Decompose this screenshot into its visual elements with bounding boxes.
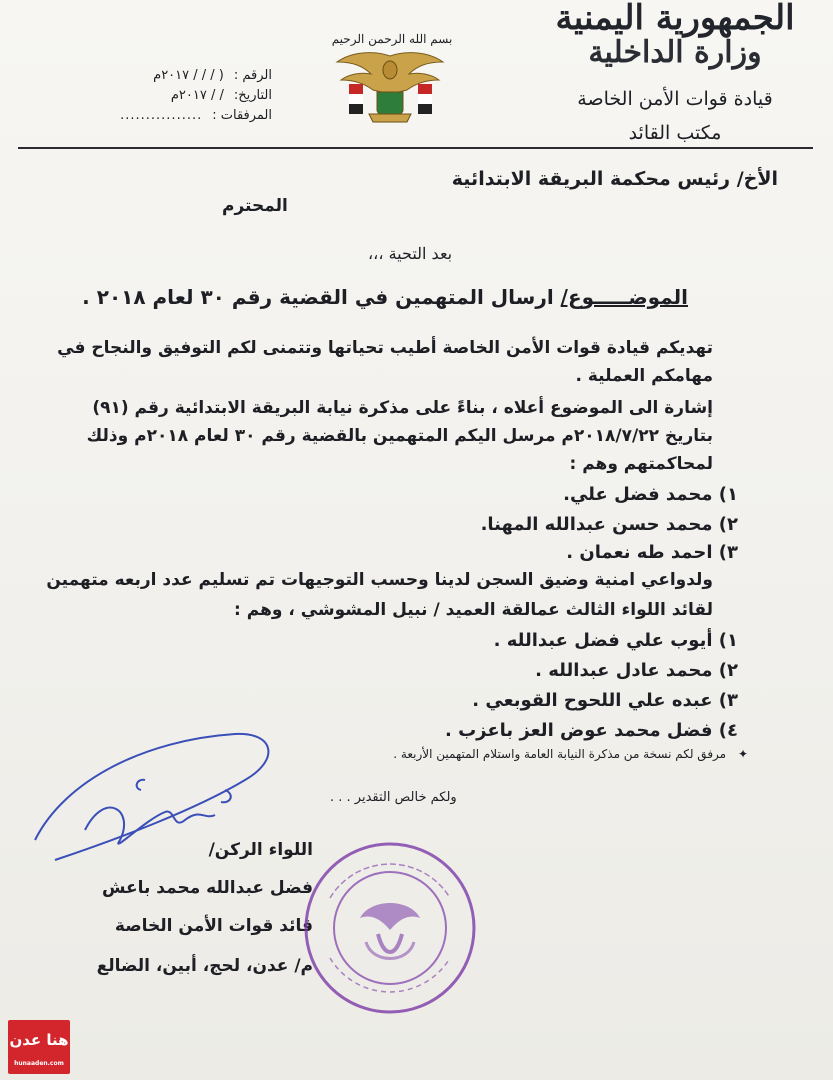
reference-block xyxy=(92,66,272,126)
official-stamp-icon xyxy=(300,838,480,1018)
subject-text: ارسال المتهمين في القضية رقم ٣٠ لعام ٢٠١٨ . xyxy=(82,285,554,309)
letterhead-right xyxy=(525,0,825,148)
paragraph-1-line-1: تهديكم قيادة قوات الأمن الخاصة أطيب تحياتها وتتمنى لكم التوفيق والنجاح في xyxy=(57,338,713,358)
closing-line: ولكم خالص التقدير . . . xyxy=(330,790,457,805)
attachments-value: ................ xyxy=(120,108,203,123)
site-watermark-logo xyxy=(8,1020,70,1074)
reference-label: الرقم : xyxy=(233,68,272,83)
date-row xyxy=(92,86,272,106)
reference-value: ( / / / ٢٠١٧م xyxy=(153,68,224,83)
attachments-label: المرفقات : xyxy=(212,108,272,123)
signatory-name: فضل عبدالله محمد باعش xyxy=(101,878,313,898)
attachments-row xyxy=(92,106,272,126)
paragraph-2-line-2: بتاريخ ٢٠١٨/٧/٢٢م مرسل اليكم المتهمين بالقضية رقم ٣٠ لعام ٢٠١٨م وذلك xyxy=(86,426,713,446)
paragraph-2-line-3: لمحاكمتهم وهم : xyxy=(569,454,713,474)
list-item: ٤) فضل محمد عوض العز باعزب . xyxy=(444,720,738,741)
paragraph-3-line-2: لقائد اللواء الثالث عمالقة العميد / نبيل المشوشي ، وهم : xyxy=(234,600,713,620)
republic-name: الجمهورية اليمنية xyxy=(555,0,795,38)
ministry-name: وزارة الداخلية xyxy=(588,35,762,70)
reference-row xyxy=(92,66,272,86)
command-name: قيادة قوات الأمن الخاصة xyxy=(577,88,773,110)
office-name: مكتب القائد xyxy=(628,122,722,144)
date-value: / / ٢٠١٧م xyxy=(170,88,224,103)
attachment-note-text: مرفق لكم نسخة من مذكرة النيابة العامة واستلام المتهمين الأربعة . xyxy=(393,747,727,761)
paragraph-1-line-2: مهامكم العملية . xyxy=(575,366,713,386)
honorific: المحترم xyxy=(222,196,288,216)
signatory-region: م/ عدن، لحج، أبين، الضالع xyxy=(96,956,313,976)
paragraph-3-line-1: ولدواعي امنية وضيق السجن لدينا وحسب التوجيهات تم تسليم عدد اربعه متهمين xyxy=(46,570,713,590)
signatory-title: قائد قوات الأمن الخاصة xyxy=(114,916,313,936)
subject-line xyxy=(82,285,688,309)
watermark-url: hunaaden.com xyxy=(14,1060,64,1067)
list-item: ٢) محمد حسن عبدالله المهنا. xyxy=(480,514,738,535)
attachment-note xyxy=(393,747,748,761)
header-divider xyxy=(18,147,813,149)
list-item: ٣) عبده علي اللحوح القوبعي . xyxy=(472,690,738,711)
date-label: التاريخ: xyxy=(233,88,272,103)
greeting: بعد التحية ،،، xyxy=(368,244,453,263)
list-item: ١) محمد فضل علي. xyxy=(563,484,738,505)
watermark-brand: هنا عدن xyxy=(9,1031,69,1049)
addressee: الأخ/ رئيس محكمة البريقة الابتدائية xyxy=(451,168,778,190)
bullet-star-icon: ✦ xyxy=(737,747,748,761)
yemen-eagle-emblem-icon xyxy=(333,48,448,130)
list-item: ١) أيوب علي فضل عبدالله . xyxy=(493,630,738,651)
paragraph-2-line-1: إشارة الى الموضوع أعلاه ، بناءً على مذكرة نيابة البريقة الابتدائية رقم (٩١) xyxy=(92,398,713,418)
subject-label: الموضـــــوع/ xyxy=(560,285,688,309)
list-item: ٣) احمد طه نعمان . xyxy=(566,542,738,563)
list-item: ٢) محمد عادل عبدالله . xyxy=(535,660,738,681)
basmala: بسم الله الرحمن الرحيم xyxy=(331,32,453,46)
signatory-rank: اللواء الركن/ xyxy=(208,840,313,860)
